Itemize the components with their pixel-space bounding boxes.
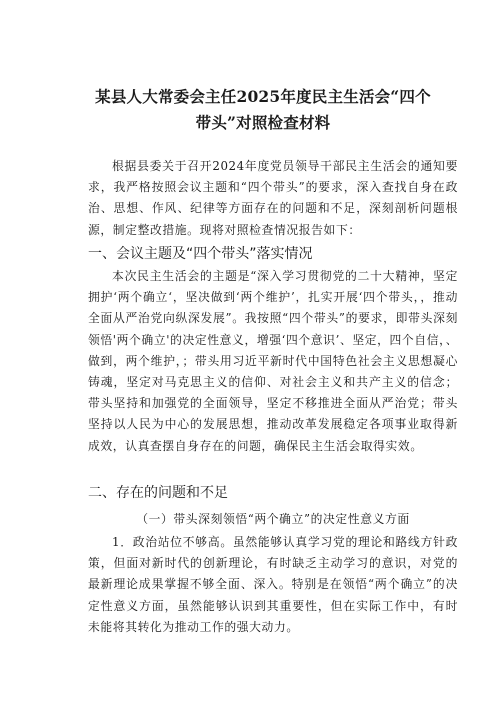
section-heading-1: 一、会议主题及“四个带头”落实情况	[88, 246, 313, 262]
section-1-paragraph: 本次民主生活会的主题是“深入学习贯彻党的二十大精神，坚定拥护‘两个确立‘，坚决做到‘两个维护’，扎实开展‘四个带头，，推动全面从严治党向纵深发展”。我按照“四个带头”的要求，即带头深刻领悟'两个确立'的决定性意义，增强‘四个意识’、坚定，四个自信，、做到，两个维护，；带头用习近平新时代中国特色社会主义思想凝心铸魂，坚定对马克思主义的信仰、对社会主义和共产主义的信念；带头坚持和加强党的全面领导，坚定不移推进全面从严治党；带头坚持以人民为中心的发展思想，推动改革发展稳定各项事业取得新成效，认真查摆自身存在的问题，确保民主生活会取得实效。	[88, 269, 458, 453]
intro-paragraph: 根据县委关于召开2024年度党员领导干部民主生活会的通知要求，我严格按照会议主题和“四个带头”的要求，深入查找自身在政治、思想、作风、纪律等方面存在的问题和不足，深刻剖析问题根源，制定整改措施。现将对照检查情况报告如下：	[88, 159, 458, 237]
subsection-heading-1: （一）带头深刻领悟“两个确立”的决定性意义方面	[136, 512, 410, 526]
problem-item-1: 1．政治站位不够高。虽然能够认真学习党的理论和路线方针政策，但面对新时代的创新理论，有时缺乏主动学习的意识，对党的最新理论成果掌握不够全面、深入。特别是在领悟“两个确立”的决定性意义方面，虽然能够认识到其重要性，但在实际工作中，有时未能将其转化为推动工作的强大动力。	[88, 535, 458, 634]
document-title: 某县人大常委会主任2025年度民主生活会“四个带头”对照检查材料	[95, 87, 431, 132]
section-heading-2: 二、存在的问题和不足	[88, 485, 228, 501]
